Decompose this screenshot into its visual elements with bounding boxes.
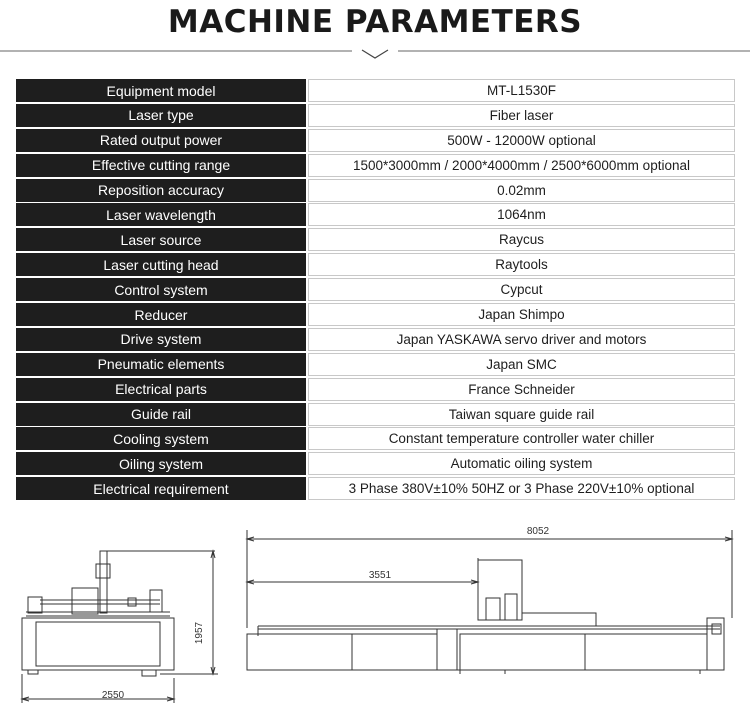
chevron-down-icon [362, 50, 388, 58]
page-title: MACHINE PARAMETERS [167, 4, 583, 40]
parameter-value: Fiber laser [308, 104, 735, 127]
parameter-row [16, 378, 735, 401]
parameter-value: Raycus [308, 228, 735, 251]
parameter-label: Reposition accuracy [16, 179, 306, 202]
parameter-value: Raytools [308, 253, 735, 276]
parameter-value: Japan YASKAWA servo driver and motors [308, 328, 735, 351]
parameter-label: Laser type [16, 104, 306, 127]
parameter-label: Reducer [16, 303, 306, 326]
parameter-row [16, 228, 735, 251]
parameter-label: Guide rail [16, 403, 306, 426]
parameter-row [16, 79, 735, 102]
parameter-label: Laser cutting head [16, 253, 306, 276]
parameter-label: Laser wavelength [16, 203, 306, 226]
parameter-value: Japan SMC [308, 353, 735, 376]
parameter-label: Cooling system [16, 427, 306, 450]
parameter-label: Pneumatic elements [16, 353, 306, 376]
parameter-value: Cypcut [308, 278, 735, 301]
parameter-value: 3 Phase 380V±10% 50HZ or 3 Phase 220V±10% optional [308, 477, 735, 500]
parameter-value: 500W - 12000W optional [308, 129, 735, 152]
side-view-drawing [247, 530, 732, 674]
parameter-value: MT-L1530F [308, 79, 735, 102]
parameter-value: 0.02mm [308, 179, 735, 202]
parameter-value: France Schneider [308, 378, 735, 401]
parameter-value: Constant temperature controller water chiller [308, 427, 735, 450]
parameter-row [16, 477, 735, 500]
parameter-row [16, 452, 735, 475]
parameter-label: Oiling system [16, 452, 306, 475]
title-divider [0, 0, 750, 70]
parameters-table [16, 79, 735, 502]
side-total-length-dim: 8052 [526, 526, 550, 537]
parameter-row [16, 353, 735, 376]
parameter-value: 1064nm [308, 203, 735, 226]
parameter-label: Laser source [16, 228, 306, 251]
parameter-label: Electrical requirement [16, 477, 306, 500]
parameter-row [16, 203, 735, 226]
side-partial-length-dim: 3551 [368, 570, 392, 581]
parameter-label: Electrical parts [16, 378, 306, 401]
parameter-row [16, 303, 735, 326]
parameter-row [16, 253, 735, 276]
parameter-row [16, 129, 735, 152]
front-view-drawing [22, 551, 218, 703]
parameter-value: 1500*3000mm / 2000*4000mm / 2500*6000mm optional [308, 154, 735, 177]
machine-drawings [0, 518, 750, 718]
parameter-row [16, 328, 735, 351]
parameter-value: Automatic oiling system [308, 452, 735, 475]
front-width-dim: 2550 [101, 690, 125, 701]
parameter-row [16, 427, 735, 450]
parameter-label: Drive system [16, 328, 306, 351]
parameter-value: Taiwan square guide rail [308, 403, 735, 426]
parameter-row [16, 403, 735, 426]
parameter-row [16, 278, 735, 301]
parameter-label: Control system [16, 278, 306, 301]
parameter-row [16, 104, 735, 127]
parameter-label: Rated output power [16, 129, 306, 152]
parameter-row [16, 179, 735, 202]
front-height-dim: 1957 [194, 621, 205, 645]
parameter-label: Effective cutting range [16, 154, 306, 177]
parameter-label: Equipment model [16, 79, 306, 102]
parameter-row [16, 154, 735, 177]
parameter-value: Japan Shimpo [308, 303, 735, 326]
